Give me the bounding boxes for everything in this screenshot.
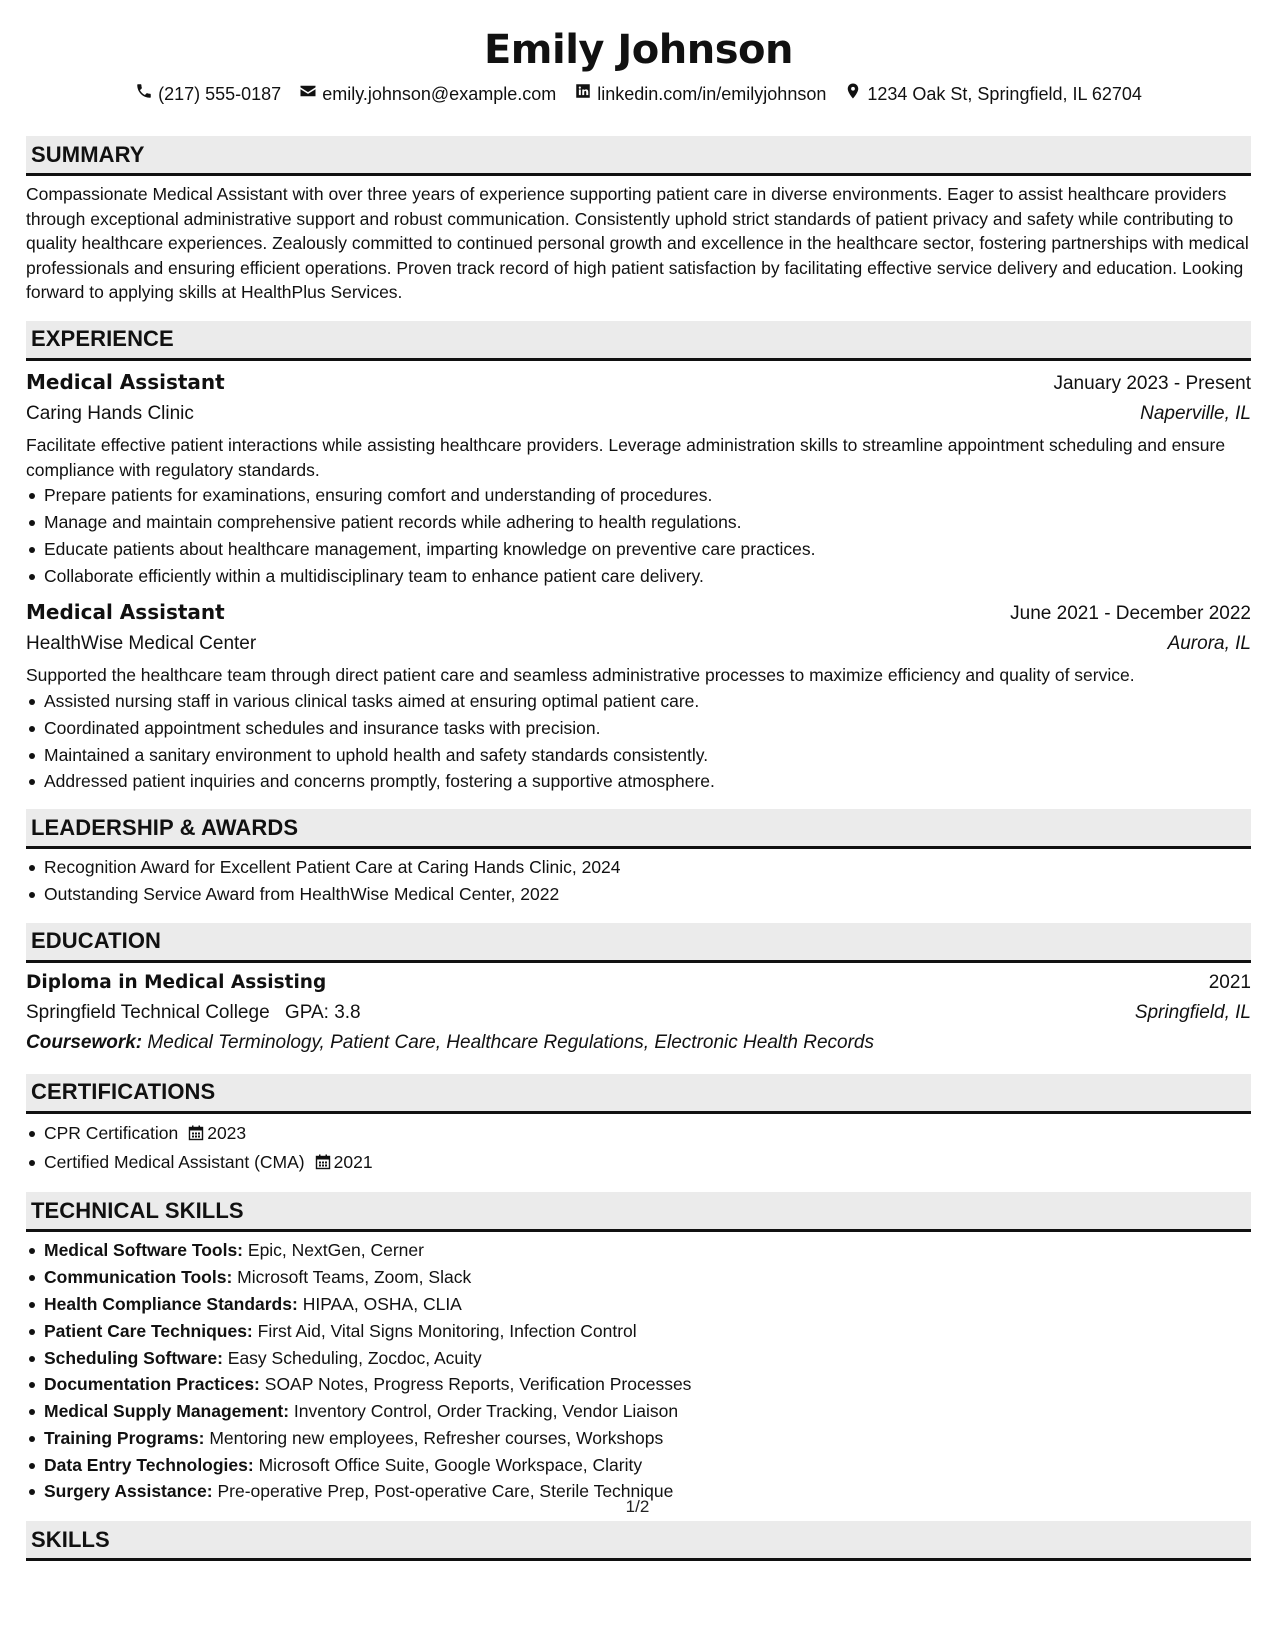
job-entry xyxy=(26,597,1251,795)
job-location: Aurora, IL xyxy=(1167,633,1251,655)
certifications-heading: CERTIFICATIONS xyxy=(26,1074,1251,1114)
education-heading: EDUCATION xyxy=(26,923,1251,963)
list-item xyxy=(26,1264,1251,1291)
list-item: Outstanding Service Award from HealthWise Medical Center, 2022 xyxy=(26,881,1251,908)
summary-heading: SUMMARY xyxy=(26,136,1251,176)
email-link[interactable]: emily.johnson@example.com xyxy=(322,84,557,104)
experience-heading: EXPERIENCE xyxy=(26,321,1251,361)
address-text: 1234 Oak St, Springfield, IL 62704 xyxy=(867,84,1142,104)
skills-heading: SKILLS xyxy=(26,1521,1251,1561)
list-item xyxy=(26,1149,1251,1178)
skill-value: Mentoring new employees, Refresher courses, Workshops xyxy=(209,1427,664,1448)
company-name: Caring Hands Clinic xyxy=(26,402,194,424)
envelope-icon xyxy=(299,82,317,106)
skill-value: Pre-operative Prep, Post-operative Care, Sterile Technique xyxy=(217,1481,674,1502)
list-item: Coordinated appointment schedules and insurance tasks with precision. xyxy=(26,715,1251,742)
education-entry xyxy=(26,968,1251,1058)
list-item: Collaborate efficiently within a multidisciplinary team to enhance patient care delivery. xyxy=(26,563,1251,590)
coursework-label: Coursework: xyxy=(26,1031,143,1053)
contact-bar xyxy=(26,82,1251,106)
job-dates: January 2023 - Present xyxy=(1053,372,1251,394)
certification-name: Certified Medical Assistant (CMA) xyxy=(44,1151,305,1172)
page-number: 1/2 xyxy=(625,1497,650,1516)
skill-value: HIPAA, OSHA, CLIA xyxy=(302,1293,462,1314)
map-pin-icon xyxy=(844,82,862,106)
list-item xyxy=(26,1425,1251,1452)
list-item xyxy=(26,1371,1251,1398)
skill-value: First Aid, Vital Signs Monitoring, Infection Control xyxy=(257,1320,637,1341)
coursework xyxy=(26,1028,1251,1058)
skill-value: Inventory Control, Order Tracking, Vendor Liaison xyxy=(293,1401,679,1422)
degree-title: Diploma in Medical Assisting xyxy=(26,971,327,993)
list-item xyxy=(26,1120,1251,1149)
job-description: Facilitate effective patient interactions while assisting healthcare providers. Leverage administration skills to streamline appointment scheduling and ensure compliance with regulatory standards. xyxy=(26,434,1226,480)
summary-text: Compassionate Medical Assistant with over three years of experience supporting patient care in diverse environments. Eager to assist healthcare providers through exceptional administrative support and robust communication. Consistently uphold strict standards of patient privacy and safety while contributing to quality healthcare experiences. Zealously committed to continued personal growth and excellence in the healthcare sector, fostering partnerships with medical professionals and ensuring efficient operations. Proven track record of high patient satisfaction by facilitating effective service delivery and education. Looking forward to applying skills at HealthPlus Services. xyxy=(26,184,1249,303)
job-dates: June 2021 - December 2022 xyxy=(1010,603,1251,625)
technical-skills-heading: TECHNICAL SKILLS xyxy=(26,1192,1251,1232)
certification-year: 2021 xyxy=(333,1151,373,1172)
school-location: Springfield, IL xyxy=(1134,1001,1251,1023)
skill-label: Medical Supply Management: xyxy=(44,1401,290,1422)
contact-address xyxy=(844,82,1142,106)
skill-label: Training Programs: xyxy=(44,1427,205,1448)
calendar-icon xyxy=(188,1122,204,1149)
job-title: Medical Assistant xyxy=(26,369,225,394)
graduation-year: 2021 xyxy=(1208,971,1251,993)
skill-label: Documentation Practices: xyxy=(44,1374,260,1395)
skill-value: Epic, NextGen, Cerner xyxy=(247,1240,424,1261)
list-item xyxy=(26,1318,1251,1345)
calendar-icon xyxy=(315,1151,331,1178)
phone-icon xyxy=(135,82,153,106)
job-bullets xyxy=(26,482,1251,589)
contact-email[interactable] xyxy=(299,82,556,106)
job-location: Naperville, IL xyxy=(1140,402,1251,424)
skill-label: Health Compliance Standards: xyxy=(44,1293,298,1314)
certification-name: CPR Certification xyxy=(44,1122,179,1143)
job-description: Supported the healthcare team through direct patient care and seamless administrative processes to maximize efficiency and quality of service. xyxy=(26,665,1135,686)
skill-value: Easy Scheduling, Zocdoc, Acuity xyxy=(227,1347,482,1368)
school-name: Springfield Technical College xyxy=(26,1001,270,1023)
resume-page xyxy=(26,0,1251,1650)
list-item: Manage and maintain comprehensive patient records while adhering to health regulations. xyxy=(26,509,1251,536)
skill-value: Microsoft Teams, Zoom, Slack xyxy=(237,1267,472,1288)
awards-heading: LEADERSHIP & AWARDS xyxy=(26,809,1251,849)
technical-skills-list xyxy=(26,1237,1251,1505)
skill-label: Medical Software Tools: xyxy=(44,1240,244,1261)
skill-label: Patient Care Techniques: xyxy=(44,1320,253,1341)
list-item xyxy=(26,1452,1251,1479)
company-name: HealthWise Medical Center xyxy=(26,633,257,655)
job-title: Medical Assistant xyxy=(26,600,225,625)
gpa: GPA: 3.8 xyxy=(284,1001,361,1023)
candidate-name: Emily Johnson xyxy=(483,27,793,73)
list-item xyxy=(26,1291,1251,1318)
certification-year: 2023 xyxy=(207,1122,247,1143)
skill-label: Communication Tools: xyxy=(44,1267,233,1288)
skill-value: Microsoft Office Suite, Google Workspace, Clarity xyxy=(258,1454,643,1475)
list-item: Assisted nursing staff in various clinical tasks aimed at ensuring optimal patient care. xyxy=(26,688,1251,715)
skill-value: SOAP Notes, Progress Reports, Verification Processes xyxy=(264,1374,692,1395)
phone-number: (217) 555-0187 xyxy=(158,84,282,104)
contact-phone xyxy=(135,82,281,106)
list-item xyxy=(26,1237,1251,1264)
skill-label: Scheduling Software: xyxy=(44,1347,223,1368)
list-item: Addressed patient inquiries and concerns promptly, fostering a supportive atmosphere. xyxy=(26,768,1251,795)
skill-label: Surgery Assistance: xyxy=(44,1481,213,1502)
linkedin-icon xyxy=(574,82,592,106)
list-item xyxy=(26,1345,1251,1372)
linkedin-link[interactable]: linkedin.com/in/emilyjohnson xyxy=(597,84,827,104)
coursework-list: Medical Terminology, Patient Care, Healthcare Regulations, Electronic Health Records xyxy=(147,1031,874,1053)
awards-list xyxy=(26,854,1251,908)
contact-linkedin[interactable] xyxy=(574,82,826,106)
skill-label: Data Entry Technologies: xyxy=(44,1454,254,1475)
job-entry xyxy=(26,367,1251,589)
list-item: Recognition Award for Excellent Patient Care at Caring Hands Clinic, 2024 xyxy=(26,854,1251,881)
job-bullets xyxy=(26,688,1251,795)
list-item: Maintained a sanitary environment to uphold health and safety standards consistently. xyxy=(26,742,1251,769)
list-item xyxy=(26,1398,1251,1425)
list-item: Prepare patients for examinations, ensuring comfort and understanding of procedures. xyxy=(26,482,1251,509)
list-item: Educate patients about healthcare management, imparting knowledge on preventive care practices. xyxy=(26,536,1251,563)
certifications-list xyxy=(26,1120,1251,1178)
